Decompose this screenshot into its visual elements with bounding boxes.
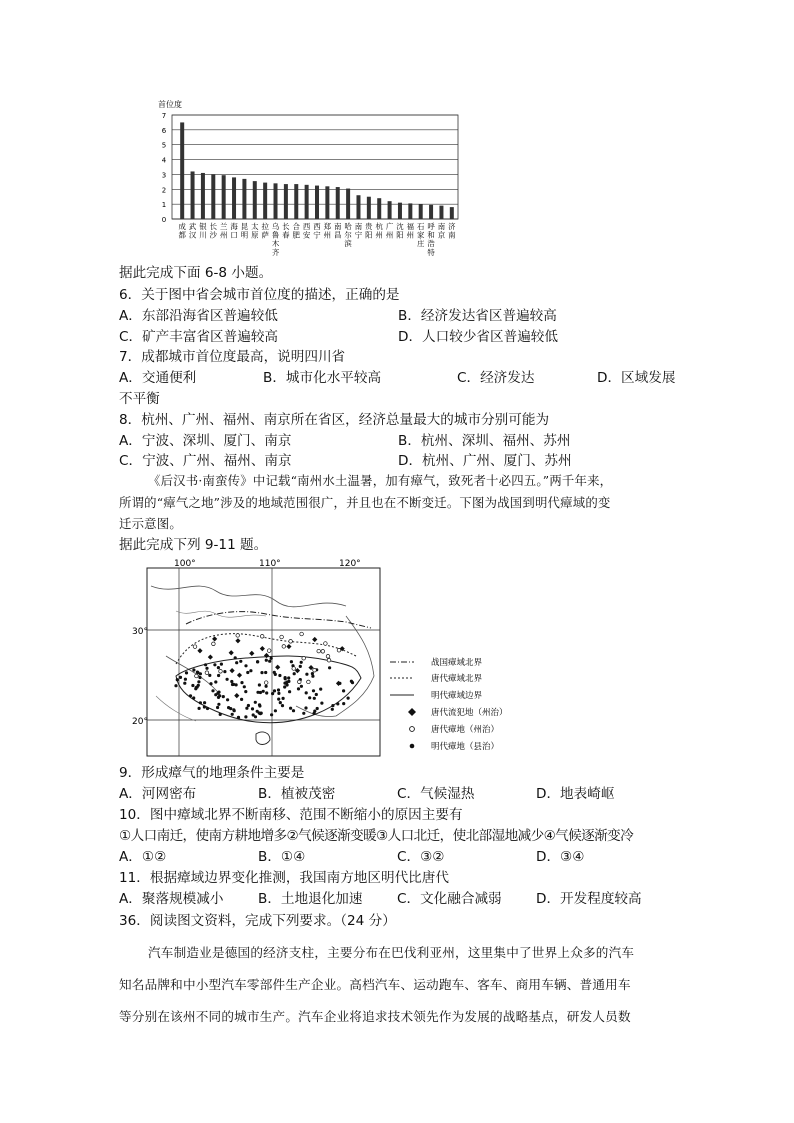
ming-marker [203,701,206,704]
ming-marker [300,661,303,664]
legend-warring-states: 战国瘴域北界 [431,658,483,668]
q10-stem: 10．图中瘴域北界不断南移、范围不断缩小的原因主要有 [119,807,463,823]
ming-marker [270,657,273,660]
q36-para-line-3: 等分别在该州不同的城市生产。汽车企业将追求技术领先作为发展的战略基点，研发人员数 [119,1009,631,1024]
ming-marker [260,712,263,715]
ming-marker [204,663,207,666]
bar-兰州 [222,175,226,219]
q9-option-a[interactable]: A．河网密布 [119,786,197,802]
q10-option-c[interactable]: C．③② [397,849,445,865]
ming-marker [274,709,277,712]
ming-marker [265,659,268,662]
ming-marker [311,675,314,678]
ming-marker [233,709,236,712]
x-tick-label: 郑州 [323,222,332,240]
ming-marker [240,681,243,684]
tang-zhang-marker [282,645,286,649]
tang-zhang-marker [264,681,268,685]
ming-marker [282,697,285,700]
x-tick-label: 西安 [302,222,311,240]
bar-呼和浩特 [429,205,433,219]
ming-marker [304,706,307,709]
q6-8-intro: 据此完成下面 6-8 小题。 [119,265,273,281]
q8-option-d[interactable]: D．杭州、广州、厦门、苏州 [398,453,572,469]
ming-marker [174,684,177,687]
tang-zhang-marker [193,645,197,649]
ming-marker [336,702,339,705]
ming-marker [208,674,211,677]
y-tick-label: 6 [161,126,167,135]
ming-marker [230,680,233,683]
ming-marker [220,663,223,666]
y-tick-label: 0 [161,216,167,224]
q36-para-line-1: 汽车制造业是德国的经济支柱，主要分布在巴伐利亚州，这里集中了世界上众多的汽车 [148,945,635,960]
bar-南昌 [336,187,340,219]
q6-option-b[interactable]: B．经济发达省区普遍较高 [398,308,557,324]
passage-line-1: 《后汉书·南蛮传》中记载“南州水土温暑，加有瘴气，致死者十必四五。”两千年来， [148,473,613,488]
q9-option-c[interactable]: C．气候湿热 [397,786,475,802]
lon-label-110: 110° [259,559,281,569]
y-tick-label: 2 [161,186,167,195]
ming-marker [234,656,237,659]
ming-marker [286,683,289,686]
bar-拉萨 [263,183,267,219]
tang-zhang-marker [212,642,216,646]
ming-marker [265,685,268,688]
q9-11-intro: 据此完成下列 9-11 题。 [119,537,268,553]
ming-marker [217,674,220,677]
y-tick-label: 4 [161,156,167,165]
bar-南宁 [356,195,360,219]
x-tick-label: 济南 [448,222,456,240]
ming-marker [268,660,271,663]
x-tick-label: 广州 [385,222,394,240]
tang-zhang-marker [205,671,209,675]
ming-marker [264,671,267,674]
bar-杭州 [377,198,381,219]
q8-option-b[interactable]: B．杭州、深圳、福州、苏州 [398,433,571,449]
ming-marker [287,680,290,683]
ming-marker [213,663,216,666]
ming-marker [245,707,248,710]
ming-marker [231,713,234,716]
tang-zhang-marker [326,655,330,659]
q7-stem: 7．成都城市首位度最高，说明四川省 [119,349,346,365]
ming-marker [206,707,209,710]
ming-marker [214,680,217,683]
q6-option-a[interactable]: A．东部沿海省区普遍较低 [119,308,278,324]
ming-marker [222,695,225,698]
legend-ming-zhang: 明代瘴地（县治） [431,742,500,752]
q7-option-d[interactable]: D．区域发展 [597,370,676,386]
tang-zhang-marker [327,658,331,662]
ming-marker [262,690,265,693]
x-tick-label: 兰州 [219,222,228,240]
ming-marker [185,671,188,674]
y-axis-label: 首位度 [158,100,182,109]
bar-成都 [180,122,184,219]
ming-marker [216,692,219,695]
ming-marker [196,685,199,688]
x-tick-label: 南京 [437,222,446,240]
bar-海口 [232,177,236,219]
x-tick-label: 长沙 [209,222,217,240]
ming-marker [244,715,247,718]
x-tick-label: 合肥 [292,222,300,240]
ming-marker [254,701,257,704]
ming-marker [249,669,252,672]
ming-marker [240,698,243,701]
ming-marker [279,701,282,704]
lat-label-20: 20° [132,717,148,727]
tang-zhang-marker [307,680,311,684]
ming-marker [273,671,276,674]
tang-zhang-marker [300,632,304,636]
ming-marker [260,671,263,674]
ming-marker [256,660,259,663]
ming-marker [217,666,220,669]
ming-marker [199,701,202,704]
ming-marker [179,676,182,679]
passage-line-2: 所谓的“瘴气之地”涉及的地域范围很广，并且也在不断变迁。下图为战国到明代瘴域的变 [119,495,611,510]
x-tick-label: 拉萨 [261,222,269,240]
ming-marker [254,715,257,718]
q9-option-b[interactable]: B．植被茂密 [258,786,336,802]
ming-marker [319,688,322,691]
ming-marker [209,682,212,685]
x-tick-label: 银川 [199,222,207,240]
ming-marker [184,678,187,681]
q11-option-a[interactable]: A．聚落规模减小 [119,891,224,907]
ming-marker [232,683,235,686]
y-axis-ticks [162,112,167,224]
ming-marker [196,671,199,674]
ming-marker [211,689,214,692]
bar-石家庄 [419,204,423,219]
ming-marker [216,706,219,709]
ming-marker [328,666,331,669]
q36-stem: 36．阅读图文资料，完成下列要求。（24 分） [119,913,396,929]
legend-tang-boundary: 唐代瘴域北界 [431,674,483,684]
ming-marker [226,678,229,681]
ming-marker [205,667,208,670]
ming-marker [189,694,192,697]
ming-marker [312,689,315,692]
x-tick-label: 乌鲁木齐 [271,222,280,257]
ming-marker [244,664,247,667]
q8-option-c[interactable]: C．宁波、广州、福州、南京 [119,453,292,469]
ming-marker [299,665,302,668]
x-tick-label: 南昌 [334,222,342,240]
q10-option-b[interactable]: B．①④ [258,849,306,865]
bar-福州 [408,203,412,219]
ming-marker [305,691,308,694]
tang-zhang-marker [236,634,240,638]
q6-option-c[interactable]: C．矿产丰富省区普遍较高 [119,329,279,345]
bar-太原 [253,181,257,219]
ming-marker [258,704,261,707]
bar-郑州 [325,186,329,219]
ming-marker [313,710,316,713]
ming-marker [192,696,195,699]
tang-zhang-marker [321,650,325,654]
q11-option-b[interactable]: B．土地退化加速 [258,891,363,907]
bar-沈阳 [398,203,402,219]
tang-zhang-marker [195,674,199,678]
tang-zhang-marker [324,642,328,646]
bar-昆明 [242,179,246,219]
ming-marker [284,676,287,679]
miasma-region-map [132,556,526,762]
ming-marker [191,684,194,687]
q7-option-c[interactable]: C．经济发达 [457,370,535,386]
tang-zhang-marker [298,680,302,684]
ming-marker [288,690,291,693]
ming-marker [287,676,290,679]
ming-marker [313,697,316,700]
ming-marker [292,709,295,712]
legend-tang-exile: 唐代流犯地（州治） [431,708,508,718]
ming-marker [290,660,293,663]
q7-option-b[interactable]: B．城市化水平较高 [263,370,382,386]
tang-zhang-marker [267,649,271,653]
x-tick-label: 成都 [178,222,186,240]
ming-marker [342,702,345,705]
ming-marker [347,697,350,700]
ming-marker [192,668,195,671]
q11-stem: 11．根据瘴域边界变化推测，我国南方地区明代比唐代 [119,870,449,886]
ming-marker [342,689,345,692]
ming-marker [247,704,250,707]
x-tick-label: 西宁 [313,222,321,240]
legend-ming-boundary: 明代瘴域边界 [431,691,483,701]
bar-长春 [284,184,288,219]
chart-bars [180,122,454,219]
tang-zhang-marker [289,640,293,644]
ming-marker [197,680,200,683]
map-frame [147,568,380,756]
ming-marker [183,682,186,685]
q7-option-d-continued: 不平衡 [119,391,160,407]
ming-marker [273,689,276,692]
bar-广州 [388,201,392,219]
x-tick-label: 海口 [230,222,238,240]
x-tick-label: 呼和浩特 [427,222,435,257]
ming-marker [315,693,318,696]
bar-合肥 [294,184,298,219]
ming-marker [270,713,273,716]
ming-marker [289,707,292,710]
tang-zhang-marker [292,667,296,671]
q7-option-a[interactable]: A．交通便利 [119,370,197,386]
ming-marker [237,716,240,719]
bar-南京 [439,206,443,219]
q11-option-d[interactable]: D．开发程度较高 [536,891,642,907]
q8-stem: 8．杭州、广州、福州、南京所在省区，经济总量最大的城市分别可能为 [119,412,550,428]
ming-marker [235,661,238,664]
ming-marker [198,676,201,679]
ming-marker [223,670,226,673]
tang-zhang-marker [313,668,317,672]
ming-marker [271,692,274,695]
ming-marker [277,698,280,701]
ming-marker [293,672,296,675]
bar-济南 [450,207,454,219]
ming-marker [305,673,308,676]
q36-para-line-2: 知名品牌和中小型汽车零部件生产企业。高档汽车、运动跑车、客车、商用车辆、普通用车 [119,977,631,992]
ming-marker [277,688,280,691]
ming-marker [239,660,242,663]
map-legend [390,657,508,752]
ming-marker [281,704,284,707]
q9-stem: 9．形成瘴气的地理条件主要是 [119,765,305,781]
ming-marker [277,692,280,695]
x-tick-label: 长春 [282,222,290,240]
y-tick-label: 5 [161,141,167,150]
ming-marker [251,707,254,710]
bar-哈尔滨 [346,189,350,219]
x-tick-label: 石家庄 [417,222,425,249]
ming-marker [265,691,268,694]
q6-stem: 6．关于图中省会城市首位度的描述，正确的是 [119,287,400,303]
ming-marker [278,674,281,677]
q10-option-a[interactable]: A．①② [119,849,167,865]
q11-option-c[interactable]: C．文化融合减弱 [397,891,502,907]
x-tick-label: 杭州 [375,222,383,240]
ming-marker [308,696,311,699]
x-tick-label: 南宁 [354,222,363,240]
x-tick-label: 哈尔滨 [344,222,352,249]
bar-贵阳 [367,197,371,219]
city-primacy-bar-chart [150,95,470,265]
ming-marker [226,698,229,701]
x-tick-label: 昆明 [240,222,249,240]
q10-option-d[interactable]: D．③④ [536,849,585,865]
ming-marker [244,690,247,693]
ming-marker [331,708,334,711]
lon-label-120: 120° [339,559,361,569]
ming-marker [217,696,220,699]
ming-marker [229,707,232,710]
ming-marker [246,671,249,674]
bar-西安 [305,185,309,219]
ming-marker [198,707,201,710]
ming-marker [300,685,303,688]
passage-line-3: 迁示意图。 [119,516,182,531]
x-axis-labels [178,222,456,257]
ming-marker [243,685,246,688]
ming-marker [258,683,261,686]
ming-marker [219,713,222,716]
bar-武汉 [191,171,195,219]
y-tick-label: 3 [161,171,167,180]
q6-option-d[interactable]: D．人口较少省区普遍较低 [398,329,558,345]
bar-西宁 [315,186,319,219]
ming-marker [203,705,206,708]
bar-长沙 [211,174,215,219]
x-tick-label: 沈阳 [396,222,404,240]
legend-tang-zhang: 唐代瘴地（州治） [431,725,500,735]
x-tick-label: 武汉 [188,222,197,240]
tang-zhang-marker [260,635,264,639]
ming-marker [351,681,354,684]
tang-zhang-marker [280,635,284,639]
ming-marker [256,691,259,694]
y-tick-label: 7 [161,112,167,120]
tang-zhang-marker [219,670,223,674]
lon-label-100: 100° [174,559,196,569]
tang-zhang-marker [317,649,321,653]
bar-乌鲁木齐 [274,183,278,219]
ming-marker [297,687,300,690]
y-tick-label: 1 [161,201,167,210]
tang-zhang-marker [302,656,306,660]
ming-marker [302,712,305,715]
bar-银川 [201,173,205,219]
ming-marker [331,704,334,707]
ming-marker [316,707,319,710]
ming-marker [320,702,323,705]
lat-label-30: 30° [132,627,148,637]
x-tick-label: 福州 [406,222,415,240]
ming-marker [217,703,220,706]
q10-items: ①人口南迁，使南方耕地增多②气候逐渐变暖③人口北迁，使北部湿地减少④气候逐渐变冷 [119,828,634,844]
x-tick-label: 贵阳 [365,222,373,240]
q9-option-d[interactable]: D．地表崎岖 [536,786,615,802]
ming-marker [176,678,179,681]
q8-option-a[interactable]: A．宁波、深圳、厦门、南京 [119,433,292,449]
x-tick-label: 太原 [251,222,259,240]
